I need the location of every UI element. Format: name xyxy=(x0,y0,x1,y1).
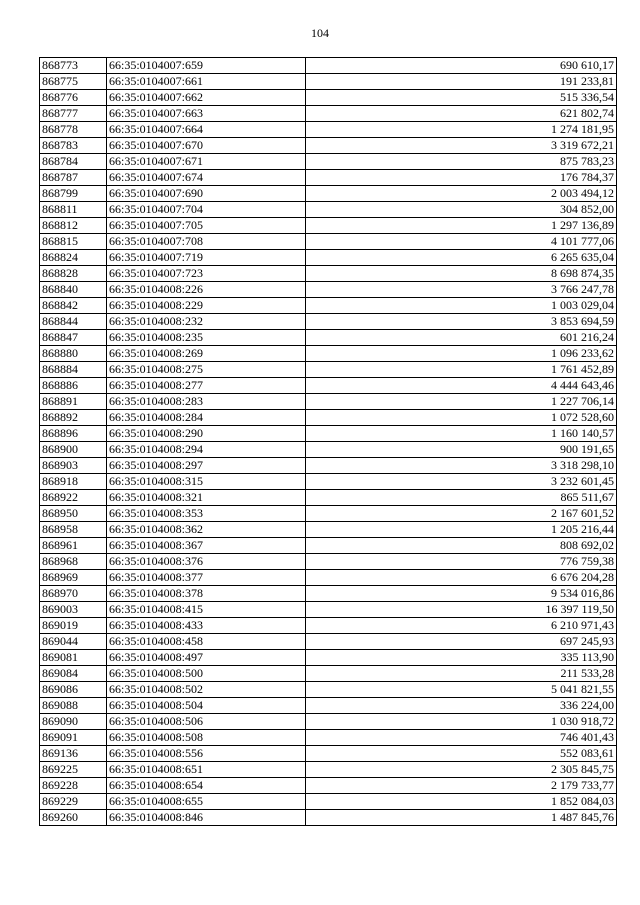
cadastral-number-cell: 66:35:0104008:294 xyxy=(107,442,306,458)
table-row xyxy=(40,410,617,426)
value-cell: 690 610,17 xyxy=(306,58,617,74)
table-row xyxy=(40,794,617,810)
cadastral-number-cell: 66:35:0104007:719 xyxy=(107,250,306,266)
value-cell: 336 224,00 xyxy=(306,698,617,714)
value-cell: 697 245,93 xyxy=(306,634,617,650)
table-row xyxy=(40,570,617,586)
table-row xyxy=(40,442,617,458)
row-number-cell: 869003 xyxy=(40,602,107,618)
cadastral-number-cell: 66:35:0104008:297 xyxy=(107,458,306,474)
table-row xyxy=(40,250,617,266)
row-number-cell: 868842 xyxy=(40,298,107,314)
row-number-cell: 869225 xyxy=(40,762,107,778)
row-number-cell: 868968 xyxy=(40,554,107,570)
table-row xyxy=(40,378,617,394)
cadastral-number-cell: 66:35:0104008:367 xyxy=(107,538,306,554)
cadastral-number-cell: 66:35:0104008:362 xyxy=(107,522,306,538)
cadastral-number-cell: 66:35:0104008:504 xyxy=(107,698,306,714)
value-cell: 808 692,02 xyxy=(306,538,617,554)
value-cell: 875 783,23 xyxy=(306,154,617,170)
cadastral-number-cell: 66:35:0104007:662 xyxy=(107,90,306,106)
cadastral-number-cell: 66:35:0104007:704 xyxy=(107,202,306,218)
value-cell: 16 397 119,50 xyxy=(306,602,617,618)
value-cell: 2 305 845,75 xyxy=(306,762,617,778)
value-cell: 1 761 452,89 xyxy=(306,362,617,378)
row-number-cell: 868880 xyxy=(40,346,107,362)
cadastral-number-cell: 66:35:0104008:321 xyxy=(107,490,306,506)
row-number-cell: 868969 xyxy=(40,570,107,586)
cadastral-number-cell: 66:35:0104008:378 xyxy=(107,586,306,602)
table-row xyxy=(40,154,617,170)
table-row xyxy=(40,330,617,346)
table-row xyxy=(40,714,617,730)
table-row xyxy=(40,202,617,218)
value-cell: 6 210 971,43 xyxy=(306,618,617,634)
value-cell: 191 233,81 xyxy=(306,74,617,90)
value-cell: 865 511,67 xyxy=(306,490,617,506)
row-number-cell: 869260 xyxy=(40,810,107,826)
value-cell: 2 179 733,77 xyxy=(306,778,617,794)
value-cell: 1 096 233,62 xyxy=(306,346,617,362)
row-number-cell: 869088 xyxy=(40,698,107,714)
cadastral-number-cell: 66:35:0104007:690 xyxy=(107,186,306,202)
row-number-cell: 868824 xyxy=(40,250,107,266)
value-cell: 1 003 029,04 xyxy=(306,298,617,314)
cadastral-number-cell: 66:35:0104008:353 xyxy=(107,506,306,522)
table-row xyxy=(40,490,617,506)
cadastral-number-cell: 66:35:0104007:670 xyxy=(107,138,306,154)
value-cell: 2 003 494,12 xyxy=(306,186,617,202)
value-cell: 6 676 204,28 xyxy=(306,570,617,586)
value-cell: 176 784,37 xyxy=(306,170,617,186)
table-row xyxy=(40,730,617,746)
table-row xyxy=(40,506,617,522)
cadastral-number-cell: 66:35:0104008:506 xyxy=(107,714,306,730)
value-cell: 3 766 247,78 xyxy=(306,282,617,298)
row-number-cell: 868811 xyxy=(40,202,107,218)
value-cell: 335 113,90 xyxy=(306,650,617,666)
cadastral-number-cell: 66:35:0104007:663 xyxy=(107,106,306,122)
value-cell: 900 191,65 xyxy=(306,442,617,458)
table-row xyxy=(40,234,617,250)
cadastral-number-cell: 66:35:0104008:232 xyxy=(107,314,306,330)
cadastral-number-cell: 66:35:0104007:708 xyxy=(107,234,306,250)
table-row xyxy=(40,474,617,490)
value-cell: 8 698 874,35 xyxy=(306,266,617,282)
value-cell: 3 319 672,21 xyxy=(306,138,617,154)
table-row xyxy=(40,586,617,602)
row-number-cell: 868844 xyxy=(40,314,107,330)
row-number-cell: 868799 xyxy=(40,186,107,202)
table-row xyxy=(40,362,617,378)
row-number-cell: 869136 xyxy=(40,746,107,762)
value-cell: 6 265 635,04 xyxy=(306,250,617,266)
cadastral-number-cell: 66:35:0104008:376 xyxy=(107,554,306,570)
row-number-cell: 868828 xyxy=(40,266,107,282)
table-row xyxy=(40,314,617,330)
table-row xyxy=(40,186,617,202)
value-cell: 4 101 777,06 xyxy=(306,234,617,250)
cadastral-number-cell: 66:35:0104007:661 xyxy=(107,74,306,90)
cadastral-number-cell: 66:35:0104007:664 xyxy=(107,122,306,138)
row-number-cell: 868775 xyxy=(40,74,107,90)
cadastral-number-cell: 66:35:0104008:508 xyxy=(107,730,306,746)
row-number-cell: 868840 xyxy=(40,282,107,298)
table-row xyxy=(40,298,617,314)
table-row xyxy=(40,266,617,282)
value-cell: 1 072 528,60 xyxy=(306,410,617,426)
value-cell: 552 083,61 xyxy=(306,746,617,762)
cadastral-number-cell: 66:35:0104007:659 xyxy=(107,58,306,74)
value-cell: 1 487 845,76 xyxy=(306,810,617,826)
table-row xyxy=(40,170,617,186)
row-number-cell: 868884 xyxy=(40,362,107,378)
value-cell: 4 444 643,46 xyxy=(306,378,617,394)
cadastral-number-cell: 66:35:0104008:284 xyxy=(107,410,306,426)
cadastral-number-cell: 66:35:0104008:229 xyxy=(107,298,306,314)
value-cell: 1 160 140,57 xyxy=(306,426,617,442)
cadastral-number-cell: 66:35:0104008:415 xyxy=(107,602,306,618)
cadastral-number-cell: 66:35:0104008:846 xyxy=(107,810,306,826)
value-cell: 1 227 706,14 xyxy=(306,394,617,410)
value-cell: 5 041 821,55 xyxy=(306,682,617,698)
row-number-cell: 868950 xyxy=(40,506,107,522)
row-number-cell: 868903 xyxy=(40,458,107,474)
cadastral-number-cell: 66:35:0104008:655 xyxy=(107,794,306,810)
cadastral-number-cell: 66:35:0104007:723 xyxy=(107,266,306,282)
row-number-cell: 868900 xyxy=(40,442,107,458)
row-number-cell: 868777 xyxy=(40,106,107,122)
cadastral-number-cell: 66:35:0104008:235 xyxy=(107,330,306,346)
cadastral-number-cell: 66:35:0104007:671 xyxy=(107,154,306,170)
cadastral-number-cell: 66:35:0104008:556 xyxy=(107,746,306,762)
value-cell: 3 232 601,45 xyxy=(306,474,617,490)
row-number-cell: 868784 xyxy=(40,154,107,170)
table-row xyxy=(40,106,617,122)
table-row xyxy=(40,90,617,106)
table-row xyxy=(40,458,617,474)
table-row xyxy=(40,698,617,714)
cadastral-number-cell: 66:35:0104008:654 xyxy=(107,778,306,794)
row-number-cell: 869086 xyxy=(40,682,107,698)
row-number-cell: 868918 xyxy=(40,474,107,490)
table-row xyxy=(40,810,617,826)
cadastral-number-cell: 66:35:0104008:651 xyxy=(107,762,306,778)
row-number-cell: 868773 xyxy=(40,58,107,74)
row-number-cell: 868970 xyxy=(40,586,107,602)
cadastral-number-cell: 66:35:0104008:315 xyxy=(107,474,306,490)
row-number-cell: 868961 xyxy=(40,538,107,554)
cadastral-number-cell: 66:35:0104008:497 xyxy=(107,650,306,666)
row-number-cell: 869228 xyxy=(40,778,107,794)
cadastral-number-cell: 66:35:0104008:433 xyxy=(107,618,306,634)
row-number-cell: 868892 xyxy=(40,410,107,426)
row-number-cell: 869084 xyxy=(40,666,107,682)
cadastral-number-cell: 66:35:0104008:500 xyxy=(107,666,306,682)
table-row xyxy=(40,602,617,618)
table-row xyxy=(40,634,617,650)
row-number-cell: 868783 xyxy=(40,138,107,154)
row-number-cell: 868922 xyxy=(40,490,107,506)
row-number-cell: 868896 xyxy=(40,426,107,442)
table-row xyxy=(40,426,617,442)
cadastral-number-cell: 66:35:0104008:502 xyxy=(107,682,306,698)
cadastral-value-table xyxy=(39,57,617,826)
row-number-cell: 868815 xyxy=(40,234,107,250)
cadastral-number-cell: 66:35:0104008:290 xyxy=(107,426,306,442)
value-cell: 1 030 918,72 xyxy=(306,714,617,730)
table-row xyxy=(40,618,617,634)
row-number-cell: 869091 xyxy=(40,730,107,746)
table-row xyxy=(40,538,617,554)
cadastral-number-cell: 66:35:0104008:377 xyxy=(107,570,306,586)
row-number-cell: 869090 xyxy=(40,714,107,730)
table-row xyxy=(40,762,617,778)
table-row xyxy=(40,282,617,298)
cadastral-number-cell: 66:35:0104008:458 xyxy=(107,634,306,650)
row-number-cell: 868891 xyxy=(40,394,107,410)
value-cell: 621 802,74 xyxy=(306,106,617,122)
value-cell: 776 759,38 xyxy=(306,554,617,570)
table-row xyxy=(40,122,617,138)
table-row xyxy=(40,682,617,698)
cadastral-number-cell: 66:35:0104008:226 xyxy=(107,282,306,298)
cadastral-number-cell: 66:35:0104007:674 xyxy=(107,170,306,186)
table-row xyxy=(40,394,617,410)
value-cell: 211 533,28 xyxy=(306,666,617,682)
table-row xyxy=(40,74,617,90)
row-number-cell: 868787 xyxy=(40,170,107,186)
value-cell: 601 216,24 xyxy=(306,330,617,346)
value-cell: 2 167 601,52 xyxy=(306,506,617,522)
row-number-cell: 868886 xyxy=(40,378,107,394)
row-number-cell: 869229 xyxy=(40,794,107,810)
row-number-cell: 868812 xyxy=(40,218,107,234)
table-row xyxy=(40,746,617,762)
table-row xyxy=(40,138,617,154)
value-cell: 9 534 016,86 xyxy=(306,586,617,602)
row-number-cell: 868958 xyxy=(40,522,107,538)
cadastral-number-cell: 66:35:0104008:277 xyxy=(107,378,306,394)
table-row xyxy=(40,522,617,538)
row-number-cell: 868847 xyxy=(40,330,107,346)
row-number-cell: 868776 xyxy=(40,90,107,106)
cadastral-number-cell: 66:35:0104007:705 xyxy=(107,218,306,234)
value-cell: 304 852,00 xyxy=(306,202,617,218)
page-number: 104 xyxy=(311,26,329,40)
value-cell: 515 336,54 xyxy=(306,90,617,106)
value-cell: 3 853 694,59 xyxy=(306,314,617,330)
table-row xyxy=(40,650,617,666)
table-row xyxy=(40,58,617,74)
value-cell: 1 205 216,44 xyxy=(306,522,617,538)
cadastral-number-cell: 66:35:0104008:275 xyxy=(107,362,306,378)
value-cell: 1 274 181,95 xyxy=(306,122,617,138)
row-number-cell: 869019 xyxy=(40,618,107,634)
table-row xyxy=(40,346,617,362)
table-row xyxy=(40,666,617,682)
table-row xyxy=(40,778,617,794)
value-cell: 1 852 084,03 xyxy=(306,794,617,810)
cadastral-number-cell: 66:35:0104008:269 xyxy=(107,346,306,362)
row-number-cell: 869081 xyxy=(40,650,107,666)
value-cell: 1 297 136,89 xyxy=(306,218,617,234)
table-row xyxy=(40,218,617,234)
value-cell: 3 318 298,10 xyxy=(306,458,617,474)
table-row xyxy=(40,554,617,570)
cadastral-number-cell: 66:35:0104008:283 xyxy=(107,394,306,410)
table-body xyxy=(40,58,617,826)
row-number-cell: 869044 xyxy=(40,634,107,650)
row-number-cell: 868778 xyxy=(40,122,107,138)
value-cell: 746 401,43 xyxy=(306,730,617,746)
